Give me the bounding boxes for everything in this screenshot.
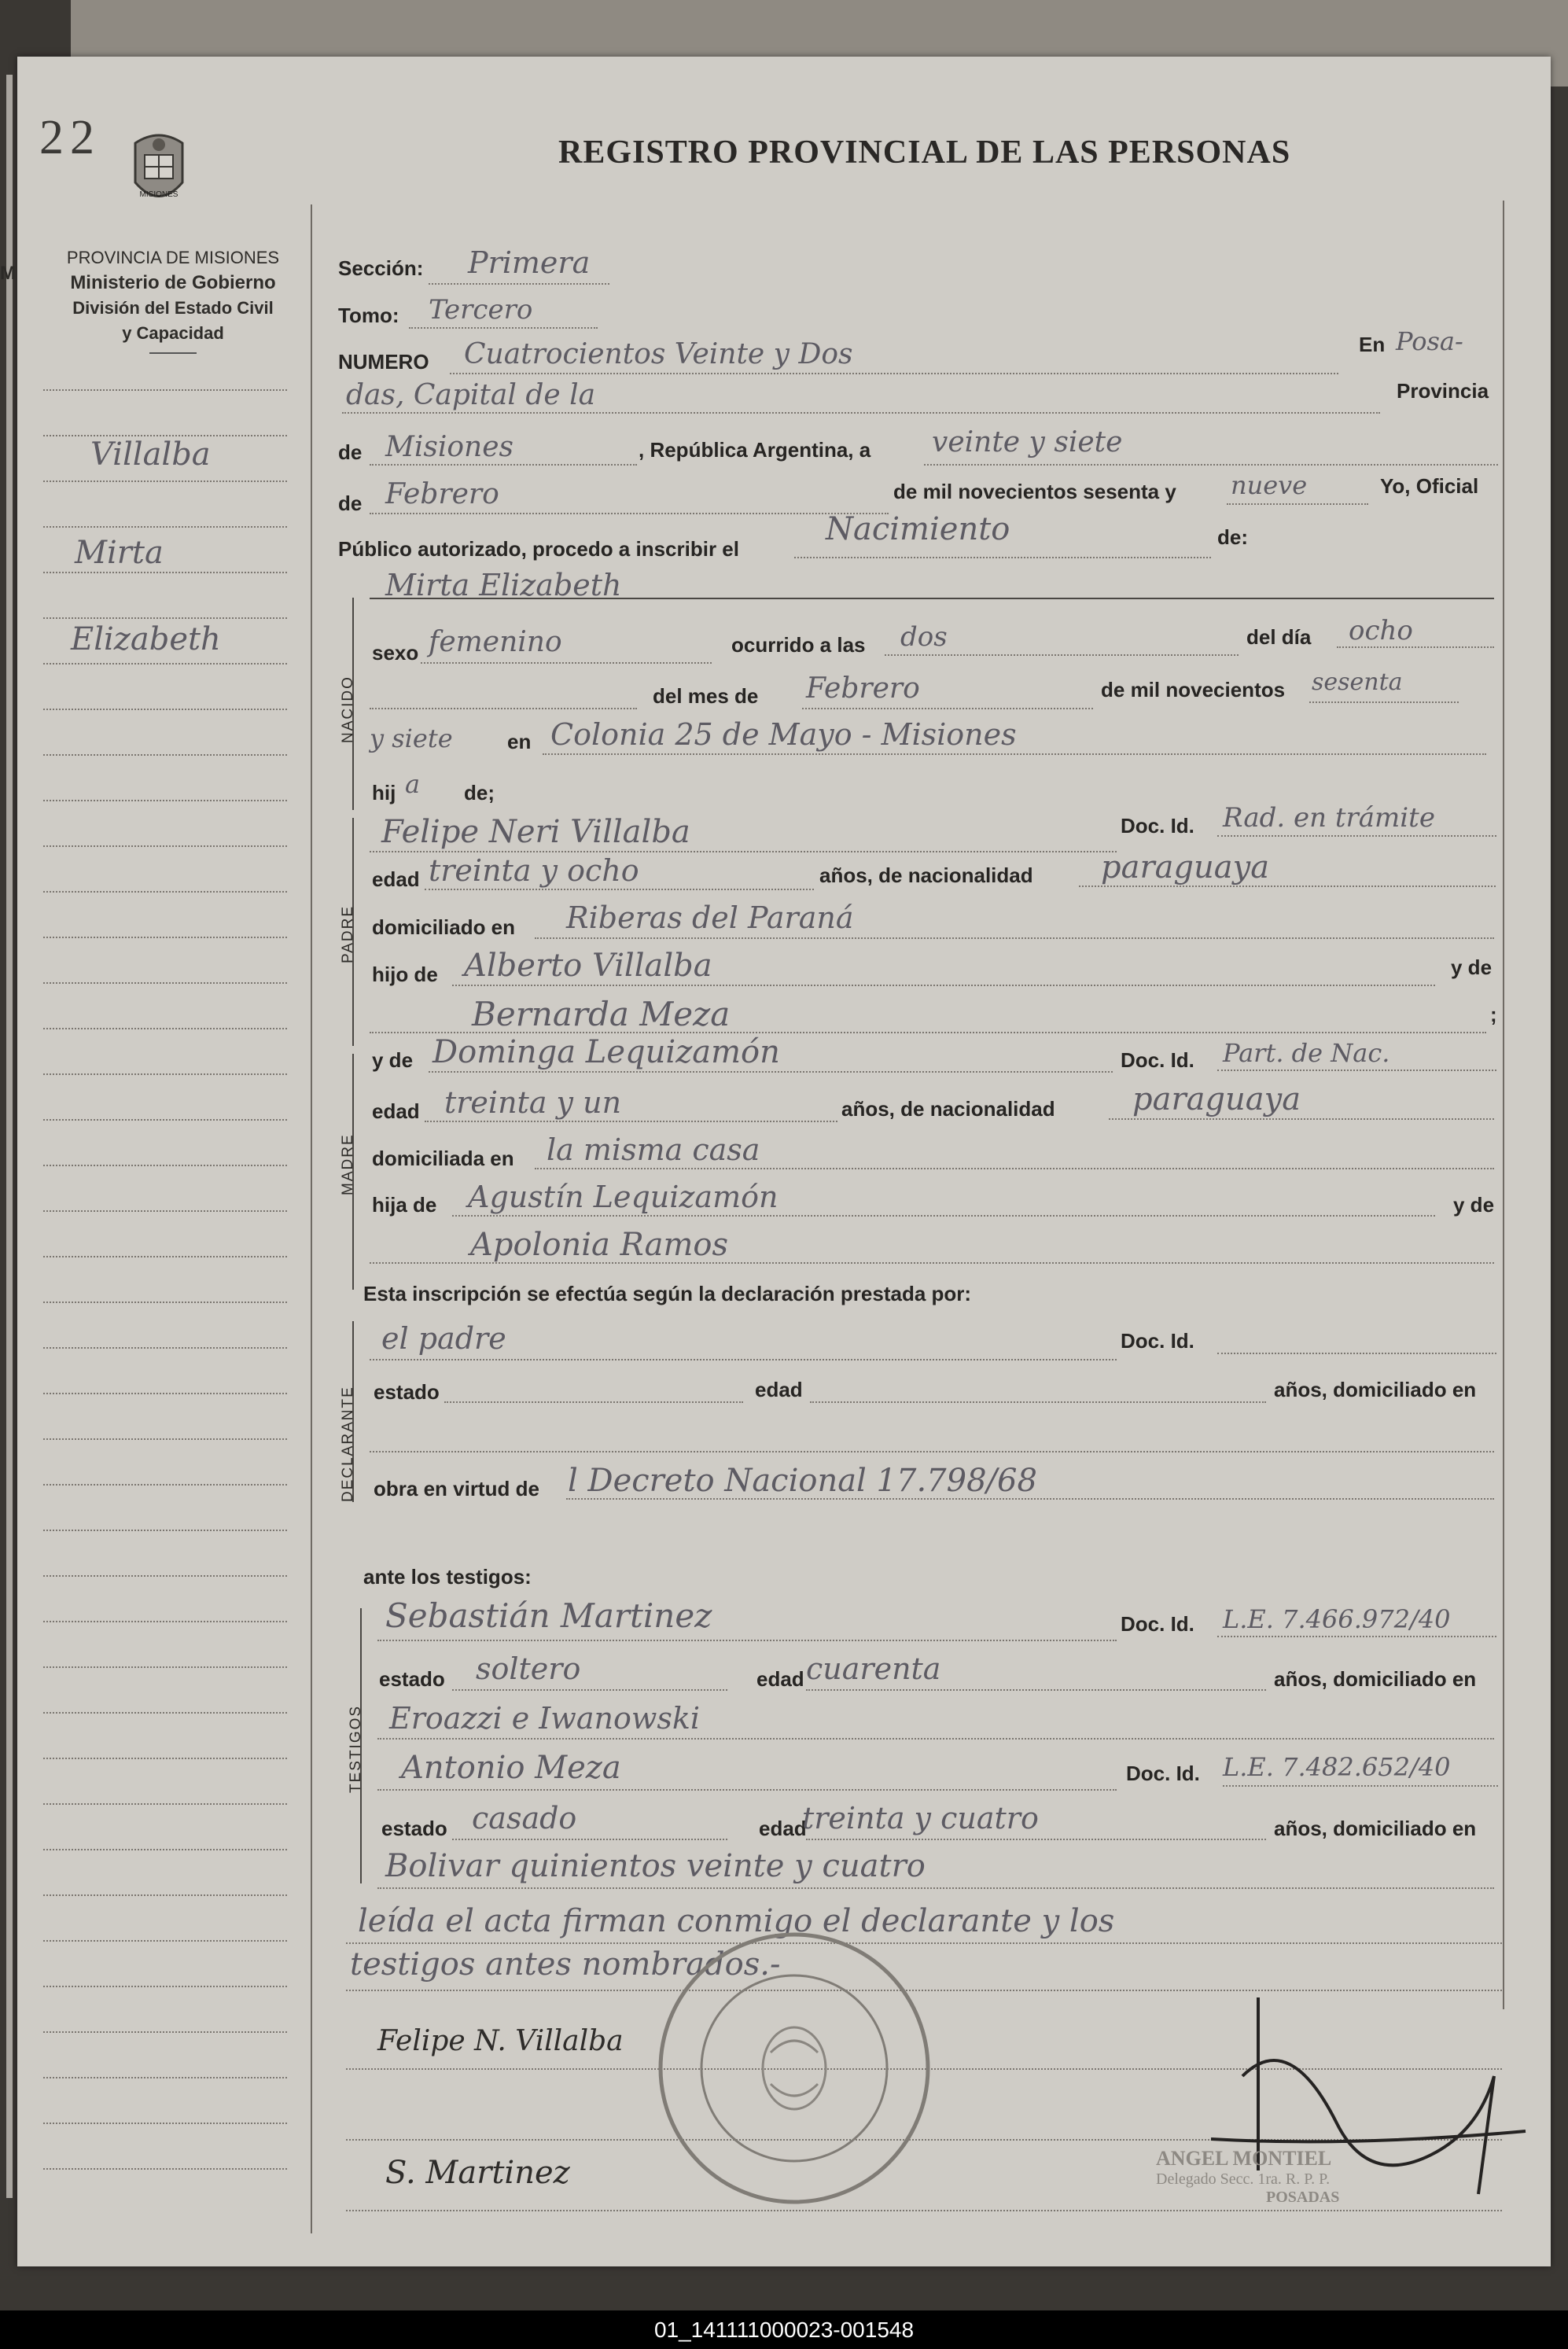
declarante-estado-label: estado [374,1380,440,1404]
rule [444,1401,743,1403]
section-declarante: DECLARANTE [340,1386,356,1502]
rule [370,708,637,709]
de3-label: de: [1217,525,1248,549]
margin-rule [43,1803,287,1805]
rule [452,1215,1435,1217]
testigo2-edad-label: edad [759,1817,807,1840]
margin-column [43,389,287,2237]
rule [885,654,1239,656]
madre-doc-label: Doc. Id. [1121,1048,1194,1072]
testigo2-anios-label: años, domiciliado en [1274,1817,1477,1840]
margin-rule [43,1758,287,1759]
rule [1227,503,1368,505]
margin-rule [43,2123,287,2124]
place-value: das, Capital de la [346,379,596,411]
declarante-edad-label: edad [755,1378,803,1401]
madre-hija-label: hija de [372,1193,437,1217]
org-line-4: y Capacidad [122,323,224,343]
margin-rule [43,754,287,756]
margin-rule [43,1986,287,1987]
section-nacido: NACIDO [340,676,356,743]
rule [450,373,1338,374]
lugar-value: Colonia 25 de Mayo - Misiones [550,717,1017,752]
org-line-2: Ministerio de Gobierno [70,272,276,293]
margin-rule [43,1940,287,1942]
margin-rule [43,572,287,573]
nacido-nombre: Mirta Elizabeth [385,568,622,602]
padre-edad: treinta y ocho [429,853,639,888]
provincia-label: Provincia [1397,379,1489,403]
firma-declarante: Felipe N. Villalba [377,2025,624,2057]
madre-edad: treinta y un [444,1085,622,1120]
margin-rule [43,1712,287,1714]
testigo1-anios-label: años, domiciliado en [1274,1667,1477,1691]
republica-label: , República Argentina, a [639,438,871,462]
yo-label: Yo, Oficial [1380,474,1479,498]
testigo2-doc-label: Doc. Id. [1126,1762,1200,1785]
testigo1-estado: soltero [476,1651,581,1686]
margin-rule [43,1119,287,1121]
rule [1217,835,1496,837]
testigo2-edad: treinta y cuatro [802,1801,1039,1835]
margin-rule [43,2168,287,2170]
provincial-seal-icon [127,127,190,214]
abuelo-paterno: Alberto Villalba [464,948,712,984]
rule [1079,885,1496,887]
padre-nacionalidad: paraguaya [1101,849,1270,885]
rule [1109,1118,1494,1120]
margin-rule [43,891,287,893]
padre-yde-label: y de [1451,955,1493,979]
testigo2-estado: casado [472,1801,577,1835]
seal-text: MISIONES [139,190,179,199]
abuela-paterna: Bernarda Meza [472,995,731,1033]
official-name-stamp [1156,2147,1339,2207]
testigo1-edad: cuarenta [806,1651,941,1686]
page-number: 22 [39,111,101,164]
margin-rule [43,617,287,619]
rule [794,557,1211,558]
rule [452,1839,727,1840]
testigo1-nombre: Sebastián Martinez [385,1596,712,1635]
margin-rule [43,1438,287,1440]
anio-nac-2: y siete [370,723,453,753]
madre-yde2-label: y de [1453,1193,1495,1217]
mes-nac-value: Febrero [806,672,920,705]
sexo-label: sexo [372,641,419,665]
margin-letter: M [0,263,16,284]
org-line-3: División del Estado Civil [72,298,274,318]
testigo2-domicilio: Bolivar quinientos veinte y cuatro [385,1848,926,1884]
abuelo-materno: Agustín Lequizamón [468,1180,778,1214]
rule [425,889,814,890]
testigo1-doc-label: Doc. Id. [1121,1612,1194,1636]
margin-rule [43,2077,287,2078]
declaracion-intro: Esta inscripción se efectúa según la declaración prestada por: [363,1282,972,1305]
testigo2-estado-label: estado [381,1817,447,1840]
testigo1-edad-label: edad [756,1667,804,1691]
dia-nac-value: ocho [1349,615,1413,646]
rule [425,1121,837,1122]
tomo-value: Tercero [429,294,533,326]
padre-doc: Rad. en trámite [1223,802,1435,834]
tomo-label: Tomo: [338,304,399,327]
rule [1217,1353,1496,1354]
rule [1337,646,1494,648]
rule [370,1451,1494,1452]
rule [370,464,637,466]
testigo1-domicilio: Eroazzi e Iwanowski [389,1701,701,1736]
rule [377,1640,1117,1641]
rule [535,1168,1494,1169]
margin-rule [43,1165,287,1166]
acto-value: Nacimiento [826,511,1010,547]
document-title: REGISTRO PROVINCIAL DE LAS PERSONAS [558,134,1291,171]
margin-rule [43,1073,287,1075]
rule [924,464,1498,466]
sexo-value: femenino [429,626,562,658]
margin-name-1: Mirta [75,535,164,571]
padre-domicilio: Riberas del Paraná [566,900,854,935]
madre-anios-label: años, de nacionalidad [841,1097,1055,1121]
margin-rule [43,937,287,938]
madre-doc: Part. de Nac. [1223,1038,1390,1068]
rule [370,513,889,514]
margin-rule [43,389,287,391]
padre-domicilio-label: domiciliado en [372,915,516,939]
margin-rule [43,1393,287,1394]
margin-rule [43,1256,287,1257]
testigos-intro: ante los testigos: [363,1565,532,1589]
column-divider [311,204,312,2233]
testigo2-doc: L.E. 7.482.652/40 [1223,1752,1451,1782]
rule [452,1689,727,1691]
stamp-line-1: ANGEL MONTIEL [1156,2147,1332,2170]
madre-nombre: Dominga Lequizamón [432,1034,780,1070]
rule [370,851,1117,852]
seccion-value: Primera [468,245,591,280]
rule [370,1359,1117,1360]
ocurrido-label: ocurrido a las [731,633,866,657]
rule [377,1887,1494,1889]
testigo2-nombre: Antonio Meza [401,1750,621,1786]
testigo1-doc: L.E. 7.466.972/40 [1223,1604,1451,1634]
margin-rule [43,1302,287,1303]
page-edge [6,75,13,2198]
margin-rule [43,1621,287,1622]
madre-domicilio: la misma casa [547,1132,760,1167]
margin-rule [43,1484,287,1486]
padre-nombre: Felipe Neri Villalba [381,814,690,850]
issuing-organization [31,245,315,354]
margin-rule [43,480,287,482]
margin-rule [43,1210,287,1212]
madre-domicilio-label: domiciliada en [372,1147,514,1170]
numero-label: NUMERO [338,350,429,374]
en-label: En [1359,333,1386,356]
madre-edad-label: edad [372,1099,420,1123]
provincia-value: Misiones [385,431,514,463]
right-border [1503,201,1504,2009]
official-round-stamp-icon [653,1927,936,2210]
rule [1309,701,1459,703]
mil-nac-label: de mil novecientos [1101,678,1286,701]
hij-suffix: a [405,769,421,799]
rule [377,1789,1117,1791]
de-label: de [338,440,363,464]
section-madre: MADRE [340,1133,356,1195]
org-line-1: PROVINCIA DE MISIONES [66,248,280,267]
publico-label: Público autorizado, procedo a inscribir el [338,537,739,561]
de-hij-label: de; [464,781,495,804]
margin-rule [43,1575,287,1577]
margin-rule [43,709,287,710]
margin-rule [43,1849,287,1850]
rule [535,937,1494,939]
org-rule [149,352,197,354]
en-nac-label: en [507,730,532,753]
margin-rule [43,2031,287,2033]
rule [377,1738,1494,1740]
rule [806,1689,1266,1691]
rule [806,1839,1266,1840]
rule [421,662,712,664]
rule [452,985,1435,986]
hij-label: hij [372,781,396,804]
margin-rule [43,1028,287,1029]
declarante-nombre: el padre [381,1321,506,1356]
obra-value: l Decreto Nacional 17.798/68 [568,1463,1037,1499]
rule [543,753,1486,755]
margin-rule [43,1894,287,1896]
dia-label: del día [1246,625,1312,649]
madre-nacionalidad: paraguaya [1132,1081,1301,1117]
margin-rule [43,800,287,801]
cierre-linea-2: testigos antes nombrados.- [350,1946,781,1983]
declarante-anios-label: años, domiciliado en [1274,1378,1477,1401]
abuela-materna: Apolonia Ramos [470,1227,728,1263]
rule [409,327,598,329]
padre-doc-label: Doc. Id. [1121,814,1194,838]
section-padre: PADRE [340,904,356,963]
rule [342,412,1380,414]
rule [429,1071,1113,1073]
anio-nac-1: sesenta [1312,668,1403,696]
dia-value: veinte y siete [932,426,1123,458]
de2-label: de [338,492,363,515]
margin-rule [43,1347,287,1349]
padre-edad-label: edad [372,867,420,891]
rule [429,283,609,285]
declarante-doc-label: Doc. Id. [1121,1329,1194,1353]
margin-surname: Villalba [90,436,211,473]
padre-anios-label: años, de nacionalidad [819,863,1033,887]
margin-rule [43,663,287,665]
rule [810,1401,1266,1403]
rule [1223,1785,1498,1787]
margin-rule [43,1530,287,1531]
image-id-footer: 01_141111000023-001548 [0,2310,1568,2349]
anio-value: nueve [1231,470,1308,500]
section-testigos: TESTIGOS [348,1704,364,1793]
stamp-line-3: POSADAS [1266,2189,1340,2206]
mes-value: Febrero [385,478,499,510]
margin-name-2: Elizabeth [71,621,221,657]
margin-rule [43,982,287,984]
firma-testigo: S. Martinez [385,2155,570,2191]
testigo1-estado-label: estado [379,1667,445,1691]
margin-rule [43,526,287,528]
padre-hijo-label: hijo de [372,963,438,986]
rule [1217,1070,1496,1071]
stamp-line-2: Delegado Secc. 1ra. R. P. P. [1156,2170,1331,2188]
margin-rule [43,845,287,847]
margin-rule [43,1666,287,1668]
mes-label: del mes de [653,684,759,708]
rule [1217,1636,1496,1637]
mil-label: de mil novecientos sesenta y [893,480,1176,503]
en-value: Posa- [1396,326,1463,356]
numero-value: Cuatrocientos Veinte y Dos [464,338,853,370]
cierre-linea-1: leída el acta firman conmigo el declarante y los [358,1903,1115,1939]
seccion-label: Sección: [338,256,424,280]
semicolon: ; [1490,1003,1497,1026]
madre-yde-label: y de [372,1048,414,1072]
rule [802,708,1093,709]
hora-value: dos [900,621,948,653]
obra-label: obra en virtud de [374,1477,539,1500]
